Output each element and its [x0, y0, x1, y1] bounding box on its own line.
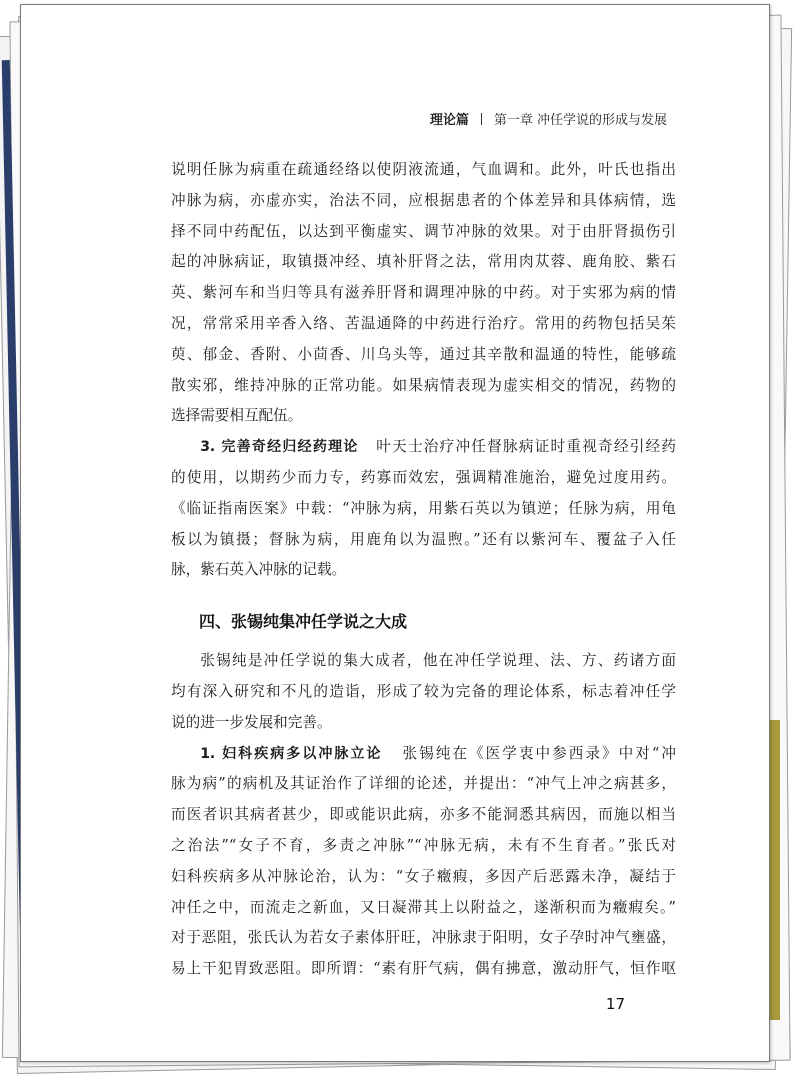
paragraph-line: 脉，紫石英入冲脉的记载。 — [171, 561, 347, 579]
paragraph-line: 起的冲脉病证，取镇摄冲经、填补肝肾之法，常用肉苁蓉、鹿角胶、紫石 — [171, 253, 676, 271]
paragraph-line: 选择需要相互配伍。 — [171, 407, 303, 425]
paragraph-first-line — [171, 739, 676, 770]
page-number: 17 — [605, 995, 625, 1013]
paragraph-line: 脉为病”的病机及其证治作了详细的论述，并提出：“冲气上冲之病甚多， — [171, 775, 676, 793]
paragraph-line: 妇科疾病多从冲脉论治，认为：“女子癥瘕，多因产后恶露未净，凝结于 — [171, 867, 676, 885]
paragraph-line: 英、紫河车和当归等具有滋养肝肾和调理冲脉的中药。对于实邪为病的情 — [171, 284, 676, 302]
paragraph-text: 叶天士治疗冲任督脉病证时重视奇经引经药 — [376, 438, 676, 456]
paragraph-first-line — [171, 432, 676, 463]
subsection-lead: 3. 完善奇经归经药理论 — [200, 439, 359, 456]
running-header — [430, 109, 667, 128]
header-divider — [481, 113, 482, 125]
paragraph-line: 说明任脉为病重在疏通经络以使阴液流通，气血调和。此外，叶氏也指出 — [171, 161, 676, 178]
paragraph-line: 冲任之中，而流走之新血，又日凝滞其上以附益之，遂渐积而为癥瘕矣。” — [171, 898, 676, 916]
paragraph-line: 择不同中药配伍，以达到平衡虚实、调节冲脉的效果。对于由肝肾损伤引 — [171, 222, 676, 240]
paragraph-line: 易上干犯胃致恶阻。即所谓：“素有肝气病，偶有拂意，激动肝气，恒作呕 — [171, 960, 676, 978]
paragraph-line: 之治法”“女子不育，多责之冲脉”“冲脉无病，未有不生育者。”张氏对 — [171, 836, 676, 854]
header-part: 理论篇 — [429, 113, 469, 128]
book-cover-edge — [770, 720, 780, 1020]
book-page — [20, 4, 770, 1062]
paragraph-line: 说的进一步发展和完善。 — [171, 713, 332, 731]
paragraph-line: 板以为镇摄；督脉为病，用鹿角以为温煦。”还有以紫河车、覆盆子入任 — [171, 530, 676, 548]
paragraph-line: 均有深入研究和不凡的造诣，形成了较为完备的理论体系，标志着冲任学 — [171, 682, 676, 700]
paragraph-line: 散实邪，维持冲脉的正常功能。如果病情表现为虚实相交的情况，药物的 — [171, 376, 676, 394]
paragraph-line: 而医者识其病者甚少，即或能识此病，亦多不能洞悉其病因，而施以相当 — [171, 806, 676, 824]
header-chapter: 第一章 冲任学说的形成与发展 — [493, 113, 667, 128]
paragraph-line: 况，常常采用辛香入络、苦温通降的中药进行治疗。常用的药物包括吴茱 — [171, 314, 676, 332]
paragraph-line: 萸、郁金、香附、小茴香、川乌头等，通过其辛散和温通的特性，能够疏 — [171, 345, 676, 363]
paragraph-line: 张锡纯是冲任学说的集大成者，他在冲任学说理、法、方、药诸方面 — [200, 652, 676, 670]
page-body — [171, 155, 676, 985]
section-heading: 四、张锡纯集冲任学说之大成 — [199, 612, 408, 632]
paragraph-text: 张锡纯在《医学衷中参西录》中对“冲 — [402, 744, 676, 762]
paragraph-line: 的使用，以期药少而力专，药寡而效宏，强调精准施治，避免过度用药。 — [171, 468, 676, 486]
paragraph-line: 《临证指南医案》中载：“冲脉为病，用紫石英以为镇逆；任脉为病，用龟 — [171, 499, 676, 517]
subsection-lead: 1. 妇科疾病多以冲脉立论 — [200, 745, 383, 762]
paragraph-line: 冲脉为病，亦虚亦实，治法不同，应根据患者的个体差异和具体病情，选 — [171, 191, 676, 209]
paragraph-line: 对于恶阻，张氏认为若女子素体肝旺，冲脉隶于阳明，女子孕时冲气壅盛， — [171, 929, 676, 947]
